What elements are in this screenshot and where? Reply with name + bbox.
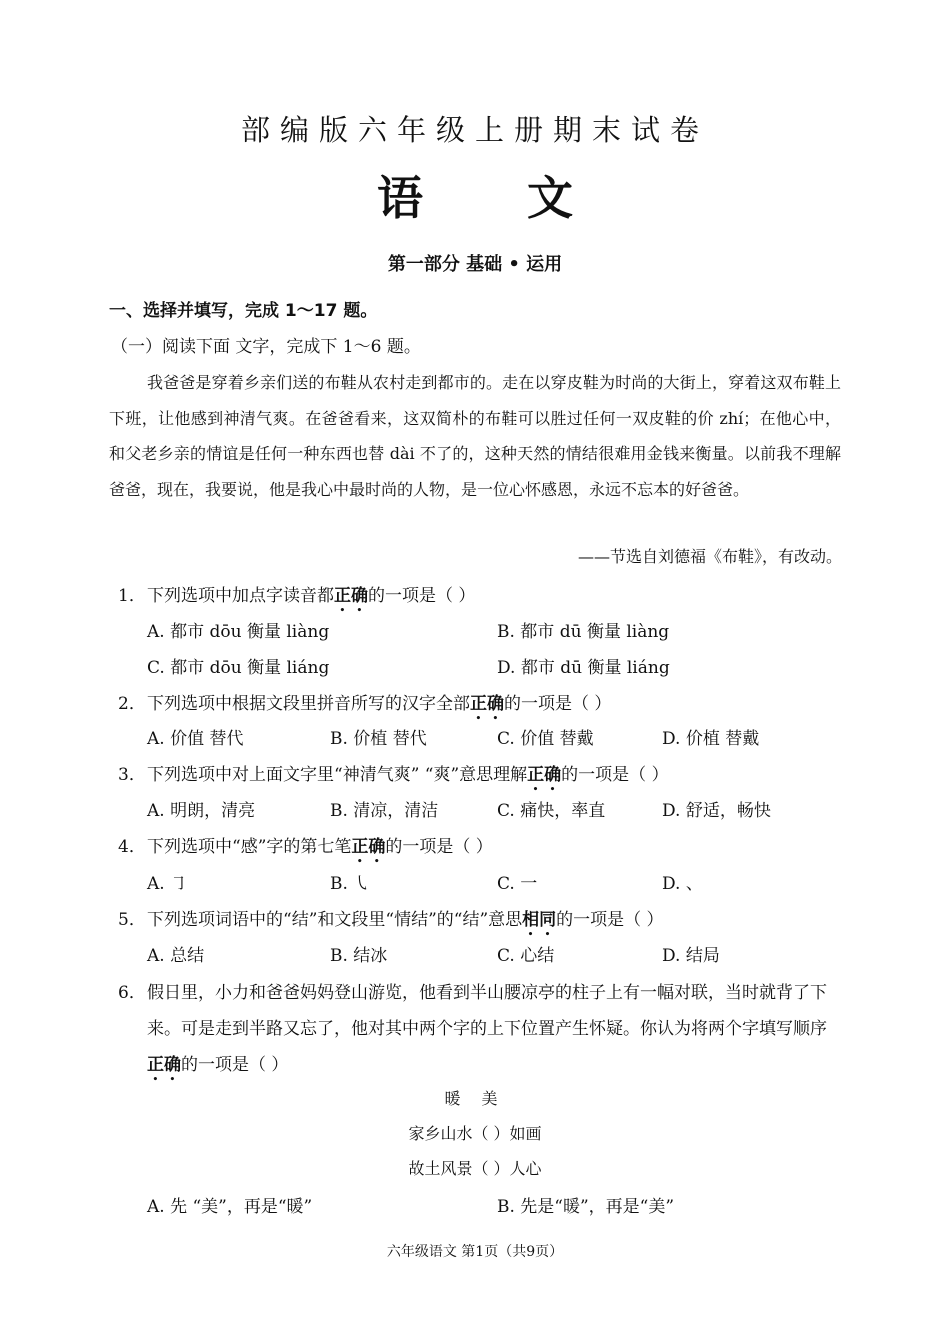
- section-heading: 一、选择并填写，完成 1～17 题。: [109, 301, 378, 321]
- question-3-stem: [147, 760, 669, 795]
- question-6-option-a[interactable]: A. 先 “美”，再是“暖”: [147, 1197, 313, 1217]
- question-2-text: 下列选项中根据文段里拼音所写的汉字全部: [147, 694, 470, 714]
- question-3-number: 3．: [118, 765, 146, 785]
- question-4-option-d[interactable]: D. 、: [662, 874, 703, 894]
- subject-title: 语 文: [376, 171, 617, 225]
- question-1-option-b[interactable]: B. 都市 dū 衡量 liàng: [497, 622, 670, 642]
- question-2-option-b[interactable]: B. 价植 替代: [330, 729, 427, 749]
- question-6-bracket: 的一项是（ ）: [181, 1055, 289, 1075]
- question-5-text: 下列选项词语中的“结”和文段里“情结”的“结”意思: [147, 910, 523, 930]
- emphasis-mark: 正确: [334, 586, 368, 606]
- passage-text: 我爸爸是穿着乡亲们送的布鞋从农村走到都市的。走在以穿皮鞋为时尚的大街上，穿着这双布鞋上下班，让他感到神清气爽。在爸爸看来，这双简朴的布鞋可以胜过任何一双皮鞋的价 zhí；在他心中，和父老乡亲的情谊是任何一种东西也替 dài 不了的，这种天然的情结很难用金钱来衡量。以前我不理解爸爸，现在，我要说，他是我心中最时尚的人物，是一位心怀感恩，永远不忘本的好爸爸。: [109, 373, 841, 499]
- question-1-stem: [147, 581, 475, 616]
- emphasis-mark: 正确: [147, 1055, 181, 1075]
- question-5-option-b[interactable]: B. 结冰: [330, 946, 388, 966]
- couplet-line-1: 家乡山水（ ）如画: [408, 1124, 542, 1143]
- question-5-stem: [147, 905, 664, 940]
- question-5-number: 5．: [118, 910, 146, 930]
- question-4-text: 下列选项中“感”字的第七笔: [147, 837, 352, 857]
- question-6-number: 6．: [118, 983, 146, 1003]
- question-3-text: 下列选项中对上面文字里“神清气爽” “爽”意思理解: [147, 765, 528, 785]
- question-5-option-d[interactable]: D. 结局: [662, 946, 720, 966]
- question-6-text: 假日里，小力和爸爸妈妈登山游览，他看到半山腰凉亭的柱子上有一幅对联，当时就背了下来。可是走到半路又忘了，他对其中两个字的上下位置产生怀疑。你认为将两个字填写顺序: [147, 983, 827, 1039]
- emphasis-mark: 正确: [470, 694, 504, 714]
- question-2-bracket: 的一项是（ ）: [504, 694, 612, 714]
- question-2-number: 2．: [118, 694, 146, 714]
- question-1-option-a[interactable]: A. 都市 dōu 衡量 liàng: [147, 622, 330, 642]
- page-footer: 六年级语文 第1页（共9页）: [386, 1244, 564, 1260]
- question-2-option-a[interactable]: A. 价值 替代: [147, 729, 244, 749]
- question-5-option-a[interactable]: A. 总结: [147, 946, 205, 966]
- question-6-stem: [147, 975, 842, 1085]
- question-2-stem: [147, 689, 611, 724]
- couplet-line-2: 故土风景（ ）人心: [408, 1159, 542, 1178]
- passage-source: ——节选自刘德福《布鞋》，有改动。: [577, 547, 842, 566]
- reading-passage: [109, 365, 841, 507]
- question-3-option-c[interactable]: C. 痛快，率直: [497, 801, 606, 821]
- question-4-option-c[interactable]: C. 一: [497, 874, 538, 894]
- question-1-number: 1．: [118, 586, 146, 606]
- question-2-option-d[interactable]: D. 价植 替戴: [662, 729, 760, 749]
- question-1-option-c[interactable]: C. 都市 dōu 衡量 liáng: [147, 658, 330, 678]
- question-3-option-b[interactable]: B. 清凉，清洁: [330, 801, 439, 821]
- emphasis-mark: 相同: [522, 910, 557, 930]
- question-5-bracket: 的一项是（ ）: [556, 910, 664, 930]
- question-3-option-a[interactable]: A. 明朗，清亮: [147, 801, 256, 821]
- question-4-option-b[interactable]: B. ㇂: [330, 874, 371, 894]
- question-4-number: 4．: [118, 837, 146, 857]
- sub-heading: （一）阅读下面 文字，完成下 1～6 题。: [111, 337, 421, 357]
- part-title: 第一部分 基础 • 运用: [387, 254, 563, 275]
- question-3-bracket: 的一项是（ ）: [561, 765, 669, 785]
- question-4-bracket: 的一项是（ ）: [385, 837, 493, 857]
- couplet-words: 暖 美: [444, 1089, 506, 1108]
- question-4-option-a[interactable]: A. ㇆: [147, 874, 188, 894]
- question-3-option-d[interactable]: D. 舒适，畅快: [662, 801, 771, 821]
- emphasis-mark: 正确: [527, 765, 562, 785]
- question-4-stem: [147, 832, 493, 867]
- question-5-option-c[interactable]: C. 心结: [497, 946, 555, 966]
- question-1-text: 下列选项中加点字读音都: [147, 586, 334, 606]
- question-6-option-b[interactable]: B. 先是“暖”，再是“美”: [497, 1197, 675, 1217]
- emphasis-mark: 正确: [351, 837, 386, 857]
- exam-title: 部编版六年级上册期末试卷: [240, 113, 709, 147]
- question-2-option-c[interactable]: C. 价值 替戴: [497, 729, 594, 749]
- question-1-bracket: 的一项是（ ）: [368, 586, 476, 606]
- question-1-option-d[interactable]: D. 都市 dū 衡量 liáng: [497, 658, 670, 678]
